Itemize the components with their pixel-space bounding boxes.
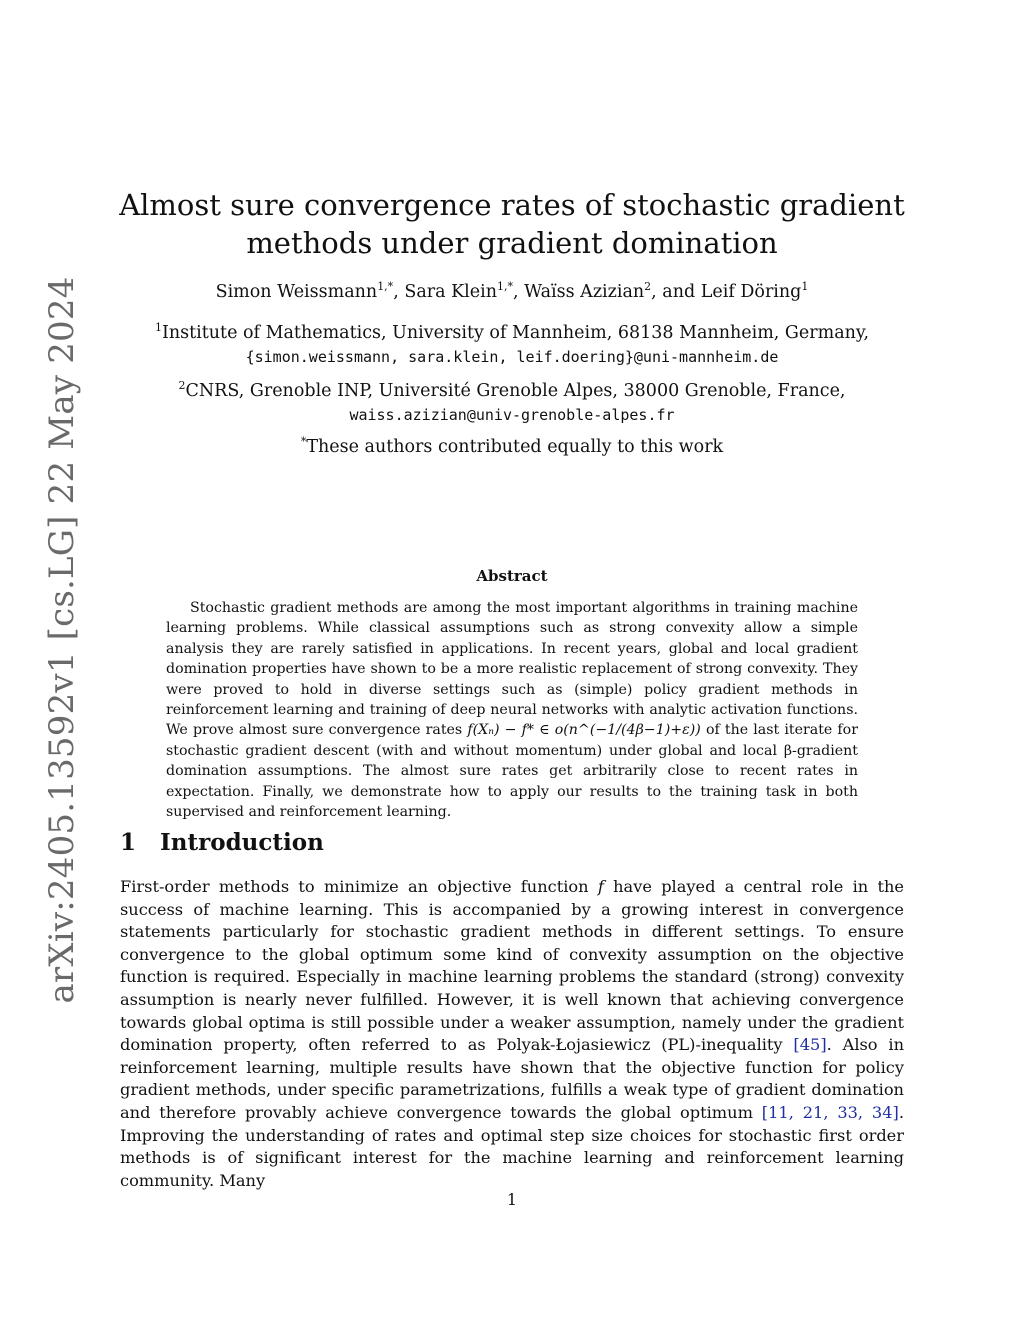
citation-link[interactable]: [11, 21, 33, 34]	[761, 1102, 899, 1122]
affiliation-email[interactable]: {simon.weissmann, sara.klein, leif.doering}@uni-mannheim.de	[245, 348, 779, 366]
author-separator: ,	[393, 282, 405, 302]
page-number: 1	[506, 1190, 518, 1209]
author-name: Waïss Azizian	[524, 282, 645, 302]
intro-text-2: have played a central role in the success of machine learning. This is accompanied by a growing interest in convergence statements particularly for stochastic gradient methods in different settings. To ensure convergence to the global optimum some kind of convexity assumption on the objective function is required. Especially in machine learning problems the standard (strong) convexity assumption is nearly never fulfilled. However, it is well known that achieving convergence towards global optima is still possible under a weaker assumption, namely under the gradient domination property, often referred to as Polyak-Łojasiewicz (PL)-inequality	[120, 877, 905, 1055]
intro-variable-f: f	[597, 877, 604, 896]
abstract-heading: Abstract	[476, 567, 548, 585]
equal-contribution-mark: *	[300, 435, 307, 449]
affiliation-mark: 2	[178, 379, 186, 393]
author-name: Sara Klein	[404, 282, 498, 302]
affiliation-email[interactable]: waiss.azizian@univ-grenoble-alpes.fr	[349, 406, 675, 424]
arxiv-stamp: arXiv:2405.13592v1 [cs.LG] 22 May 2024	[42, 276, 82, 1004]
abstract-body	[166, 598, 858, 822]
author-mark: 1,*	[377, 280, 394, 294]
affiliation-text: CNRS, Grenoble INP, Université Grenoble Alpes, 38000 Grenoble, France,	[185, 381, 846, 401]
abstract-formula: f(Xₙ) − f* ∈ o(n^(−1/(4β−1)+ε))	[467, 722, 701, 739]
author-name: Leif Döring	[700, 282, 802, 302]
author-separator: , and	[651, 282, 701, 302]
author-mark: 1	[801, 280, 809, 294]
author-name: Simon Weissmann	[215, 282, 378, 302]
affiliation-1	[110, 321, 914, 369]
section-heading	[120, 829, 324, 856]
intro-text-3: . Also in reinforcement learning, multiple results have shown that the objective function for policy gradient methods, under specific parametrizations, fulfills a weak type of gradient domination and therefore provably achieve convergence towards the global optimum	[120, 1035, 904, 1122]
equal-contribution-note	[110, 437, 914, 457]
section-number: 1	[120, 829, 137, 856]
abstract-text-1: Stochastic gradient methods are among the most important algorithms in training machine learning problems. While classical assumptions such as strong convexity allow a simple analysis they are rarely satisfied in applications. In recent years, global and local gradient domination properties have shown to be a more realistic replacement of strong convexity. They were proved to hold in diverse settings such as (simple) policy gradient methods in reinforcement learning and training of deep neural networks with analytic activation functions. We prove almost sure convergence rates	[166, 600, 858, 739]
intro-text-4: . Improving the understanding of rates and optimal step size choices for stochastic first order methods is of significant interest for the machine learning and reinforcement learning community. Many	[120, 1102, 904, 1190]
paper-title: Almost sure convergence rates of stochastic gradient methods under gradient domination	[119, 188, 905, 260]
equal-contribution-text: These authors contributed equally to this work	[306, 437, 724, 457]
author-mark: 2	[644, 280, 652, 294]
author-list	[110, 282, 914, 302]
section-title: Introduction	[160, 829, 324, 856]
affiliation-2	[110, 379, 914, 427]
author-mark: 1,*	[497, 280, 514, 294]
affiliation-text: Institute of Mathematics, University of Mannheim, 68138 Mannheim, Germany,	[161, 323, 870, 343]
abstract-text-2: of the last iterate for stochastic gradient descent (with and without momentum) under global and local β-gradient domination assumptions. The almost sure rates get arbitrarily close to recent rates in expectation. Finally, we demonstrate how to apply our results to the training task in both supervised and reinforcement learning.	[166, 722, 858, 821]
citation-link[interactable]: [45]	[793, 1035, 827, 1055]
intro-paragraph	[120, 876, 904, 1192]
intro-text-1: First-order methods to minimize an objective function	[120, 877, 598, 896]
author-separator: ,	[513, 282, 525, 302]
affiliation-mark: 1	[154, 321, 162, 335]
